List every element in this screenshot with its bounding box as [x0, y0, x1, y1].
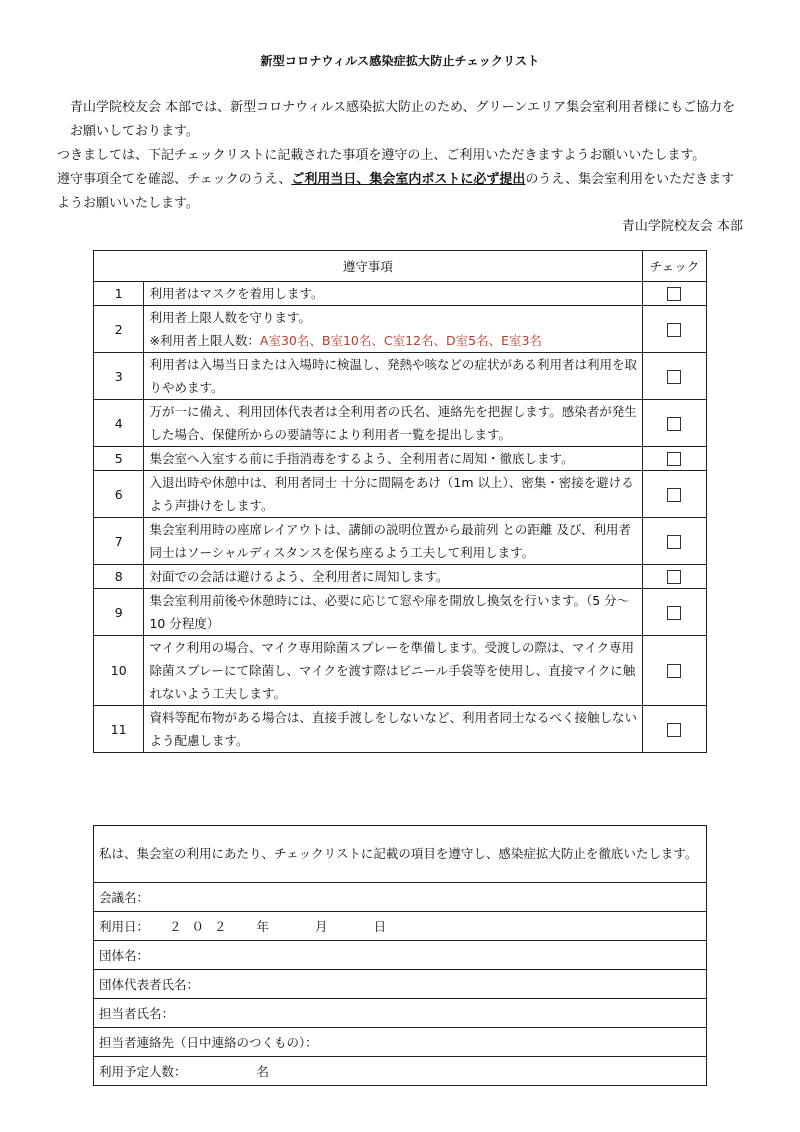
- row-check-cell: [642, 353, 706, 400]
- row-check-cell: [642, 589, 706, 636]
- signature: 青山学院校友会 本部: [621, 219, 743, 234]
- contact-name-field[interactable]: [94, 999, 707, 1028]
- checklist-row: [94, 518, 707, 565]
- checklist-row: [94, 447, 707, 471]
- people-count-label: 利用予定人数：: [99, 1064, 187, 1079]
- rep-name-field[interactable]: [94, 970, 707, 999]
- row-check-cell: [642, 706, 706, 753]
- row-text-main: 利用者は入場当日または入場時に検温し、発熱や咳などの症状がある利用者は利用を取りやめます。: [149, 357, 637, 395]
- checklist-row: [94, 589, 707, 636]
- row-text-main: 利用者上限人数を守ります。: [149, 310, 311, 325]
- row-text-main: 利用者はマスクを着用します。: [149, 286, 324, 301]
- row-text-main: 集会室へ入室する前に手指消毒をするよう、全利用者に周知・徹底します。: [149, 451, 574, 466]
- row-text: [144, 636, 642, 706]
- row-check-cell: [642, 282, 706, 306]
- checklist-row: [94, 565, 707, 589]
- checkbox[interactable]: [667, 417, 681, 431]
- intro-paragraph-1: 青山学院校友会 本部では、新型コロナウィルス感染拡大防止のため、グリーンエリア集会室利用者様にもご協力をお願いしております。: [70, 100, 736, 139]
- group-name-field[interactable]: [94, 941, 707, 970]
- row-number: 6: [94, 471, 144, 518]
- row-number: 11: [94, 706, 144, 753]
- row-note-capacity: A室30名、B室10名、C室12名、D室5名、E室3名: [259, 333, 542, 348]
- checklist-row: [94, 706, 707, 753]
- row-text: [144, 353, 642, 400]
- row-check-cell: [642, 447, 706, 471]
- date-field[interactable]: [94, 912, 707, 941]
- checklist-header-row: [94, 251, 707, 282]
- meeting-name-field[interactable]: [94, 883, 707, 912]
- checkbox[interactable]: [667, 323, 681, 337]
- row-number: 5: [94, 447, 144, 471]
- checkbox[interactable]: [667, 488, 681, 502]
- date-day: 日: [373, 919, 387, 934]
- row-text: [144, 400, 642, 447]
- group-name-label: 団体名：: [99, 948, 150, 963]
- intro-p3-emphasis: ご利用当日、集会室内ポストに必ず提出: [291, 172, 526, 187]
- row-number: 8: [94, 565, 144, 589]
- checkbox[interactable]: [667, 452, 681, 466]
- row-check-cell: [642, 565, 706, 589]
- row-check-cell: [642, 636, 706, 706]
- row-text-main: 資料等配布物がある場合は、直接手渡しをしないなど、利用者同士なるべく接触しないよう配慮します。: [149, 710, 637, 748]
- checkbox[interactable]: [667, 570, 681, 584]
- row-number: 1: [94, 282, 144, 306]
- row-note-prefix: ※利用者上限人数：: [149, 333, 260, 348]
- checklist-row: [94, 353, 707, 400]
- row-text: [144, 565, 642, 589]
- row-text: [144, 518, 642, 565]
- intro-paragraph-3: [57, 168, 747, 216]
- row-check-cell: [642, 471, 706, 518]
- row-check-cell: [642, 518, 706, 565]
- row-text-main: 集会室利用時の座席レイアウトは、講師の説明位置から最前列 との距離 及び、利用者同士はソーシャルディスタンスを保ち座るよう工夫して利用します。: [149, 522, 631, 560]
- people-count-field[interactable]: [94, 1057, 707, 1086]
- checklist-table: [93, 250, 707, 753]
- row-text-main: マイク利用の場合、マイク専用除菌スプレーを準備します。受渡しの際は、マイク専用除菌スプレーにて除菌し、マイクを渡す際はビニール手袋等を使用し、直接マイクに触れないよう工夫します。: [149, 640, 636, 701]
- pledge-form: [93, 825, 707, 1086]
- checkbox[interactable]: [667, 535, 681, 549]
- row-text-main: 集会室利用前後や休憩時には、必要に応じて窓や扉を開放し換気を行います。（5 分～10 分程度）: [149, 593, 630, 631]
- contact-name-label: 担当者氏名：: [99, 1006, 175, 1021]
- checklist-row: [94, 282, 707, 306]
- row-text-main: 対面での会話は避けるよう、全利用者に周知します。: [149, 569, 449, 584]
- checkbox[interactable]: [667, 723, 681, 737]
- intro-p3-before: 遵守事項全てを確認、チェックのうえ、: [57, 172, 292, 187]
- page-title: 新型コロナウィルス感染症拡大防止チェックリスト: [260, 54, 540, 68]
- intro-paragraph-2: つきましては、下記チェックリストに記載された事項を遵守の上、ご利用いただきますようお願いいたします。: [57, 148, 706, 163]
- row-number: 7: [94, 518, 144, 565]
- checklist-row: [94, 471, 707, 518]
- checkbox[interactable]: [667, 287, 681, 301]
- date-year-prefix: ２０２: [169, 919, 237, 934]
- checklist-row: [94, 636, 707, 706]
- date-month: 月: [315, 919, 328, 934]
- date-year: 年: [256, 919, 270, 934]
- row-number: 3: [94, 353, 144, 400]
- checklist-row: [94, 400, 707, 447]
- people-count-unit: 名: [256, 1064, 270, 1079]
- row-text: [144, 706, 642, 753]
- header-check: チェック: [642, 251, 706, 282]
- row-text: [144, 471, 642, 518]
- pledge-text: 私は、集会室の利用にあたり、チェックリストに記載の項目を遵守し、感染症拡大防止を徹底いたします。: [94, 826, 707, 883]
- rep-name-label: 団体代表者氏名：: [99, 977, 200, 992]
- checkbox[interactable]: [667, 606, 681, 620]
- row-note: [149, 329, 641, 352]
- row-number: 9: [94, 589, 144, 636]
- row-number: 2: [94, 306, 144, 353]
- row-text: [144, 282, 642, 306]
- row-text: [144, 589, 642, 636]
- row-check-cell: [642, 306, 706, 353]
- intro-p3-after: のうえ、集会室利用をいただきますようお願いいたします。: [57, 172, 735, 211]
- contact-info-field[interactable]: [94, 1028, 707, 1057]
- header-item: 遵守事項: [94, 251, 643, 282]
- row-text: [144, 447, 642, 471]
- checkbox[interactable]: [667, 664, 681, 678]
- row-text-main: 万が一に備え、利用団体代表者は全利用者の氏名、連絡先を把握します。感染者が発生した場合、保健所からの要請等により利用者一覧を提出します。: [149, 404, 637, 442]
- checkbox[interactable]: [667, 370, 681, 384]
- contact-info-label: 担当者連絡先（日中連絡のつくもの）：: [99, 1035, 318, 1050]
- date-label: 利用日：: [99, 919, 150, 934]
- row-text: [144, 306, 642, 353]
- checklist-row: [94, 306, 707, 353]
- row-check-cell: [642, 400, 706, 447]
- meeting-name-label: 会議名：: [99, 890, 150, 905]
- row-number: 10: [94, 636, 144, 706]
- row-number: 4: [94, 400, 144, 447]
- row-text-main: 入退出時や休憩中は、利用者同士 十分に間隔をあけ（1m 以上）、密集・密接を避けるよう声掛けをします。: [149, 475, 634, 513]
- intro-text: [57, 96, 747, 216]
